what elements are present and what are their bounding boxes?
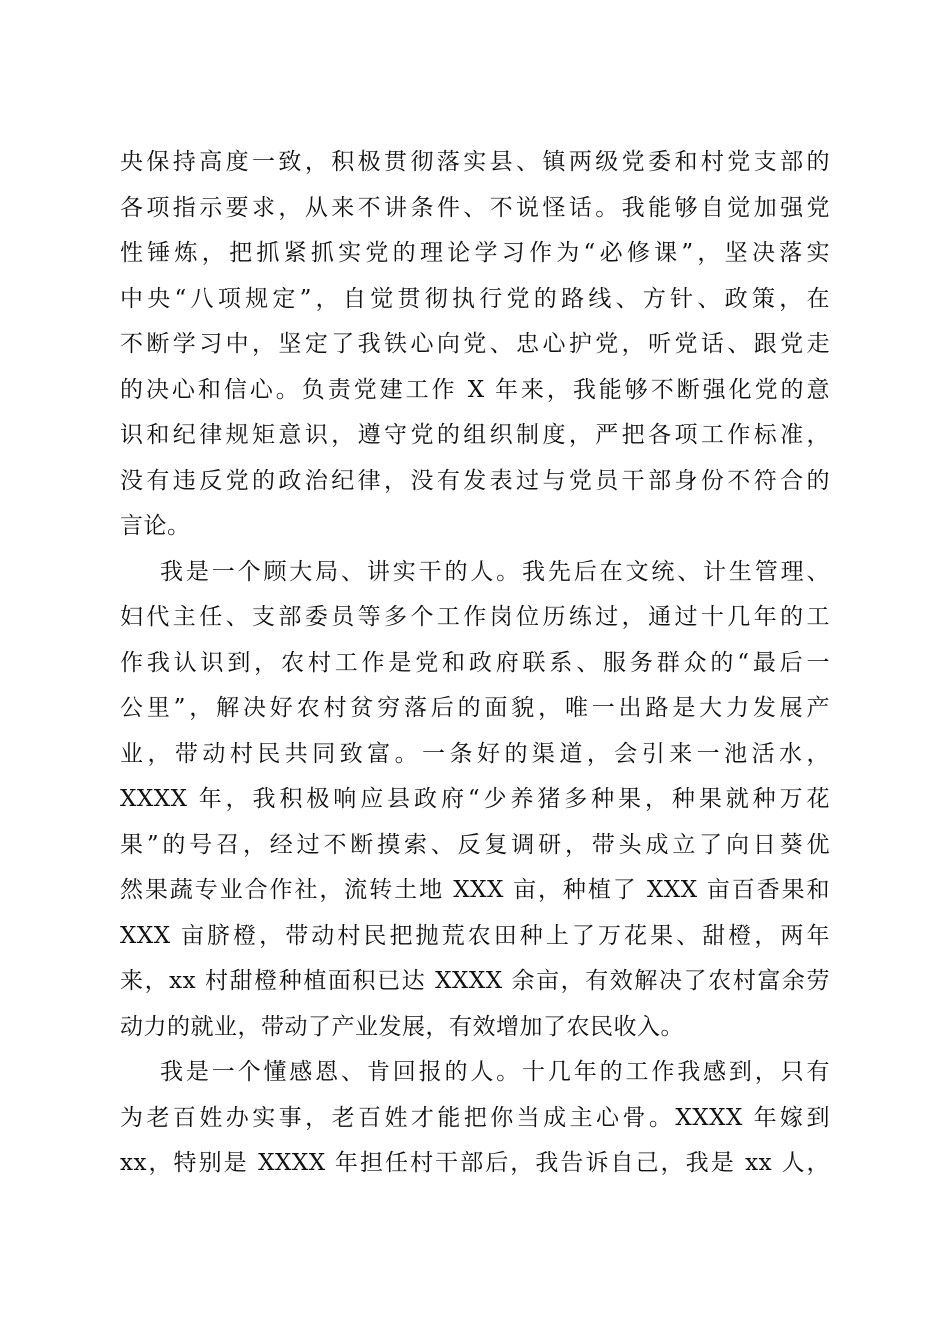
text-line: xx，特别是 XXXX 年担任村干部后，我告诉自己，我是 xx 人， [120, 1150, 830, 1176]
text-line: 言论。 [120, 513, 191, 539]
paragraph-start-line: 我是一个懂感恩、肯回报的人。十几年的工作我感到，只有 [160, 1059, 830, 1085]
paragraph-start-line: 我是一个顾大局、讲实干的人。我先后在文统、计生管理、 [160, 558, 830, 585]
text-line: 动力的就业，带动了产业发展，有效增加了农民收入。 [120, 1013, 684, 1040]
text-line: 央保持高度一致，积极贯彻落实县、镇两级党委和村党支部的 [120, 149, 830, 175]
text-line: 公里”，解决好农村贫穷落后的面貌，唯一出路是大力发展产 [120, 695, 830, 721]
text-line: 来，xx 村甜橙种植面积已达 XXXX 余亩，有效解决了农村富余劳 [120, 968, 830, 994]
text-line: 各项指示要求，从来不讲条件、不说怪话。我能够自觉加强党 [120, 194, 830, 221]
text-line: 作我认识到，农村工作是党和政府联系、服务群众的“最后一 [120, 649, 830, 676]
text-line: 果”的号召，经过不断摸索、反复调研，带头成立了向日葵优 [120, 831, 830, 858]
text-line: 业，带动村民共同致富。一条好的渠道，会引来一池活水， [120, 740, 830, 767]
text-line: 性锤炼，把抓紧抓实党的理论学习作为“必修课”，坚决落实 [120, 240, 830, 266]
body-text [120, 140, 830, 1187]
text-line: 不断学习中，坚定了我铁心向党、忠心护党，听党话、跟党走 [120, 331, 830, 357]
text-line: 的决心和信心。负责党建工作 X 年来，我能够不断强化党的意 [120, 376, 830, 403]
text-line: 然果蔬专业合作社，流转土地 XXX 亩，种植了 XXX 亩百香果和 [120, 877, 830, 903]
text-line: XXX 亩脐橙，带动村民把抛荒农田种上了万花果、甜橙，两年 [120, 922, 830, 949]
text-line: 没有违反党的政治纪律，没有发表过与党员干部身份不符合的 [120, 467, 830, 494]
text-line: 识和纪律规矩意识，遵守党的组织制度，严把各项工作标准， [120, 422, 830, 448]
text-line: 为老百姓办实事，老百姓才能把你当成主心骨。XXXX 年嫁到 [120, 1104, 830, 1131]
text-line: 妇代主任、支部委员等多个工作岗位历练过，通过十几年的工 [120, 604, 830, 630]
text-line: 中央“八项规定”，自觉贯彻执行党的路线、方针、政策，在 [120, 285, 830, 312]
text-line: XXXX 年，我积极响应县政府“少养猪多种果，种果就种万花 [120, 786, 830, 812]
